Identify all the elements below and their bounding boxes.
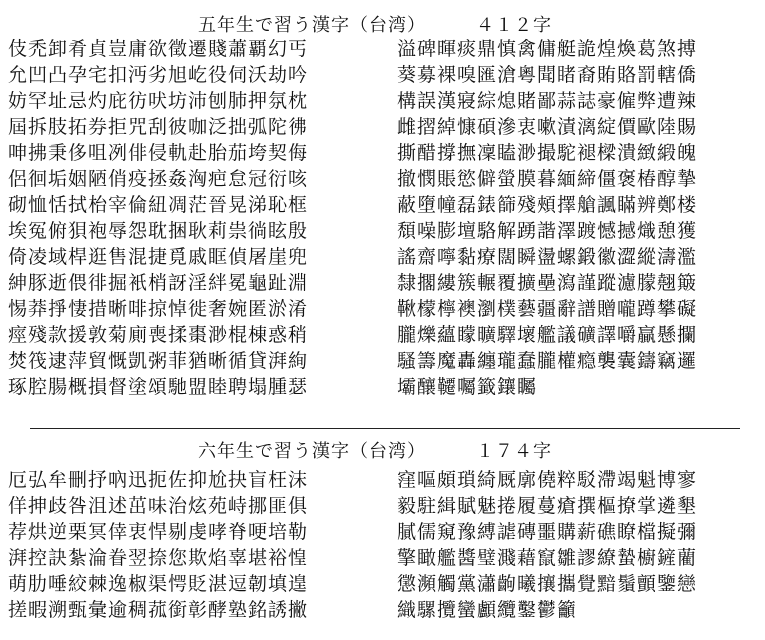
- grade5-left-row-9: 倚凌域桿逛售混捷覓戚眶偵屠崖兜: [8, 246, 309, 268]
- grade5-heading: [198, 11, 552, 37]
- grade5-left-row-5: 呻拂秉侈咀冽俳侵軌赴胎茄垮契侮: [8, 142, 309, 164]
- grade5-right-row-8: 頹噪膨壇駱解踴諧澤踱憾撼熾憩獲: [397, 220, 698, 242]
- grade6-left-row-2: 佯抻歧咎沮述茁味治炫苑峙挪匪俱: [8, 495, 309, 517]
- grade5-right-row-9: 謠齋嚀黏療闊瞬盪螺鍛徽澀縱濤濫: [397, 246, 698, 268]
- grade6-left-row-6: 搓暇溯甄彙逾稠菰銜彰酵塾銘誘撇: [8, 599, 309, 621]
- grade6-right-row-1: 窪嘔頗瑣綺厩廓僥粹駁滯竭魁博寥: [397, 469, 698, 491]
- grade5-right-row-4: 雌摺綽慷碩滲衷嗽漬漓綻價歐陸賜: [397, 116, 698, 138]
- grade5-count: ４１２字: [476, 15, 552, 36]
- grade6-left-row-3: 荐烘逆栗冥倖衷悍剔虔哮脊哽培勒: [8, 521, 309, 543]
- section-divider: [30, 428, 740, 429]
- grade5-right-row-5: 撕醋撐撫凜瞌渺撮駝褪樑潰緻緞魄: [397, 142, 698, 164]
- grade6-left-column: [8, 467, 308, 623]
- grade6-right-row-4: 擎瞰艦醬璧濺藉竄雛謬繚蟄櫥鏟藺: [397, 547, 698, 569]
- grade6-right-row-6: 織騾攬蠻顱纜鑿鬱籲: [397, 599, 578, 621]
- grade6-title: 六年生で習う漢字（台湾）: [198, 441, 426, 462]
- grade5-right-column: [397, 36, 697, 400]
- grade5-right-row-14: 壩釀韆囑籤鑲矚: [397, 376, 538, 398]
- grade5-right-row-1: 溢碑暉痰鼎慎禽傭艇詭煌煥葛煞搏: [397, 38, 698, 60]
- grade5-left-row-13: 焚筏逮萍貿慨凱粥菲猶晰循貸湃絢: [8, 350, 309, 372]
- grade5-right-row-12: 朧爍蘊矇曠驛壞艦議礦譯嚼贏懸攔: [397, 324, 698, 346]
- grade5-right-row-6: 撤憫賬慾僻螢膜暮緬締僵褒椿醇摯: [397, 168, 698, 190]
- grade5-right-row-11: 鞦檬檸襖瀏樸藝疆辭譜贈嚨蹲攀礙: [397, 298, 698, 320]
- grade5-left-row-1: 伎禿卸肴貞豈庸欲徵遷賤蕭覇幻丐: [8, 38, 309, 60]
- grade5-right-row-13: 騷籌魔轟纏瓏蠢朧權瘾襲囊鑄竊邏: [397, 350, 698, 372]
- grade5-left-row-14: 琢腔腸概損督塗頌馳盟睦聘塌腫瑟: [8, 376, 309, 398]
- grade6-right-row-2: 毅駐緝賦魅捲履蔓瘡撰樞撩掌遴墾: [397, 495, 698, 517]
- grade6-right-column: [397, 467, 697, 623]
- grade5-left-row-8: 埃冤俯狽袍辱怨耽捆耿莉祟徜眩殷: [8, 220, 309, 242]
- grade5-right-row-10: 隸擱縷簇輾覆擴壘瀉謹蹤濾朦翹簸: [397, 272, 698, 294]
- grade6-count: １７４字: [476, 441, 552, 462]
- grade5-title: 五年生で習う漢字（台湾）: [198, 15, 426, 36]
- grade5-left-row-12: 痙殘款援敦菊廁喪揉棗渺棍棟惑稍: [8, 324, 309, 346]
- grade5-right-row-3: 構誤漢寢綜熄賭鄙蒜誌豪僱弊遭辣: [397, 90, 698, 112]
- grade6-right-row-3: 膩儒窺豫縛謔磚噩購薪礁瞭檔擬彌: [397, 521, 698, 543]
- grade5-right-row-2: 葵募裸嗅匯滄粵聞睹裔賄賂罰轄僑: [397, 64, 698, 86]
- grade5-left-column: [8, 36, 308, 400]
- grade5-left-row-3: 妨罕址忌灼庇彷吠坊沛刨肺押氛枕: [8, 90, 309, 112]
- grade5-left-row-10: 紳豚逝偎徘掘衹梢訝淫絆冕龜趾淵: [8, 272, 309, 294]
- grade5-left-row-2: 允凹凸孕宅扣沔劣旭屹役伺沃劫吟: [8, 64, 309, 86]
- grade5-right-row-7: 蔽墮幢磊錶篩殘頰擇艙諷瞞辨鄭楼: [397, 194, 698, 216]
- grade6-left-row-5: 萌肋唾絞棘逸椒渠愕貶湛逗韌填遑: [8, 573, 309, 595]
- grade5-left-row-6: 侶徊垢姻陋俏疫拯姦洶疤怠冠衍咳: [8, 168, 309, 190]
- grade6-heading: [198, 437, 552, 463]
- grade6-left-row-4: 湃控訣紮淪眷翌捺您欺焰辜堪裕惶: [8, 547, 309, 569]
- grade5-left-row-11: 惕莽掙悽措晰啡掠悼徙奢婉匿淤淆: [8, 298, 309, 320]
- grade5-left-row-4: 屆拆肢拓券拒咒刮彼咖泛拙弧陀彿: [8, 116, 309, 138]
- grade5-left-row-7: 砌恤恬拭枱宰倫紐凋茫晉晃涕恥框: [8, 194, 309, 216]
- grade6-left-row-1: 厄弘牟刪抒吶迅扼佐抑尬抉盲枉沫: [8, 469, 309, 491]
- grade6-right-row-5: 懲瀕觸黨瀟齣曦攘攜覺黯鬚顫鑒戀: [397, 573, 698, 595]
